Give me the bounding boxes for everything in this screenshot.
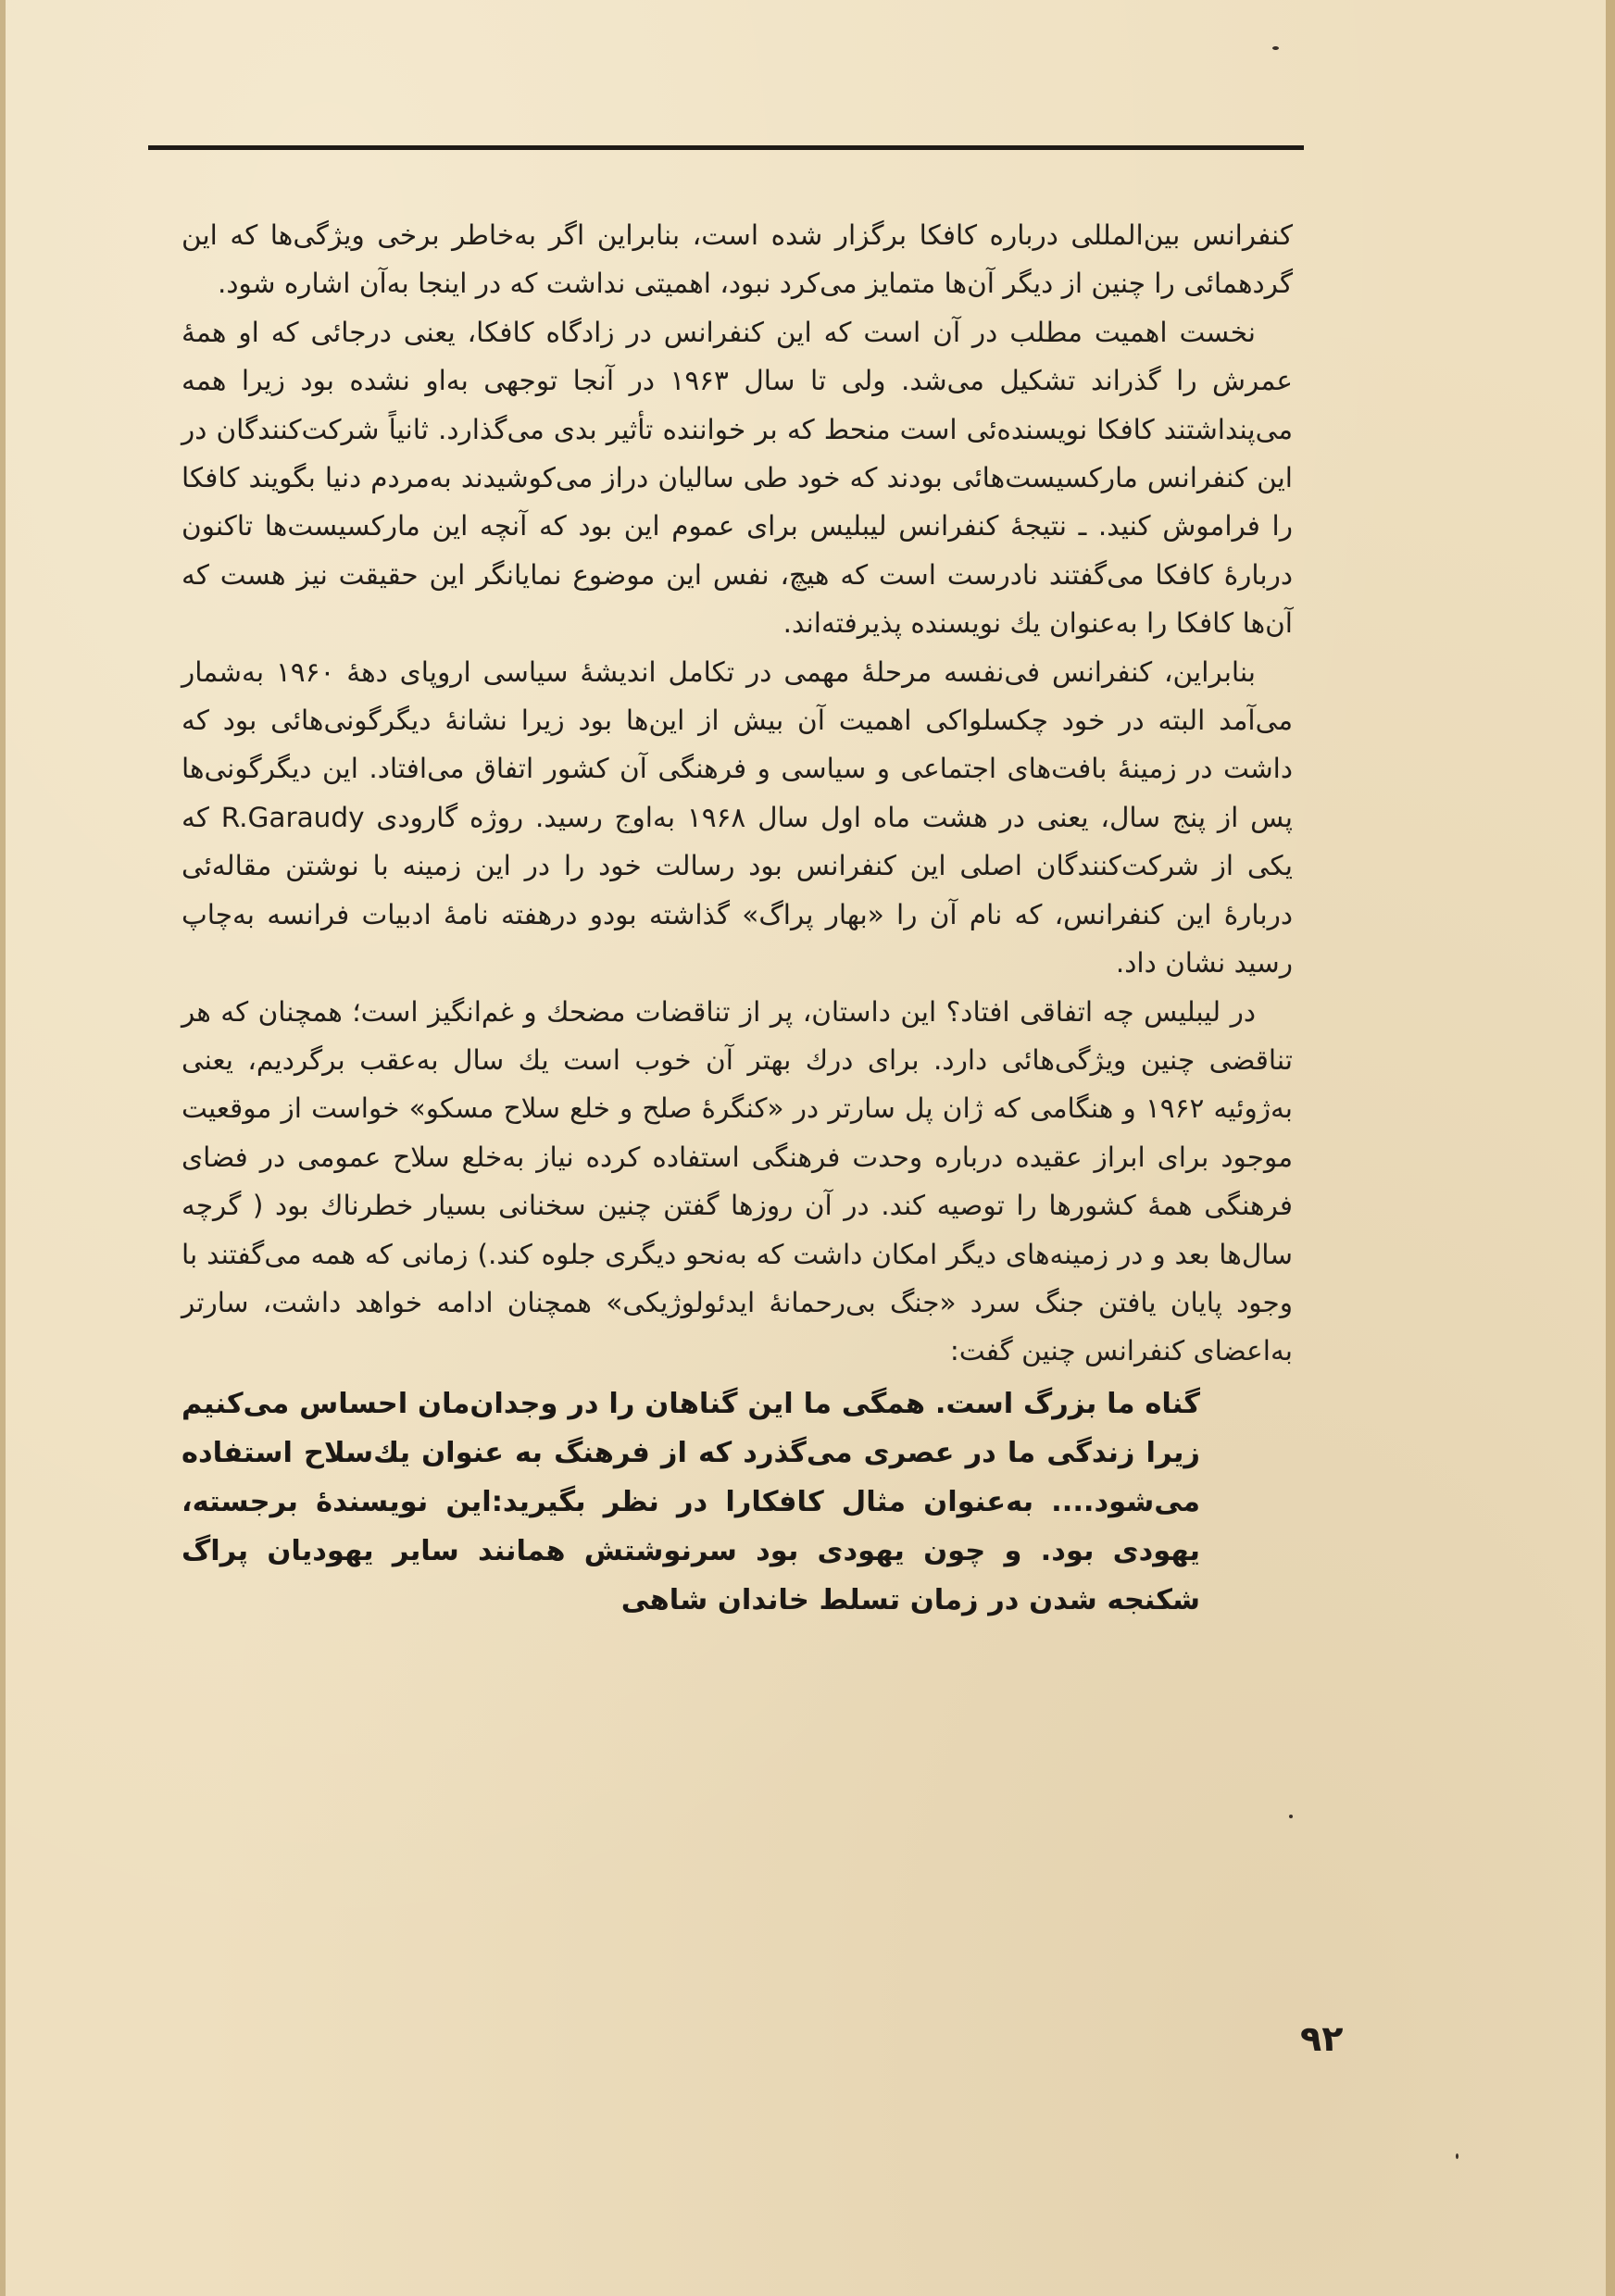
paragraph-4: در لیبلیس چه اتفاقی افتاد؟ این داستان، پر از تناقضات مضحك و غم‌انگیز است؛ همچنان که هر تناقضی چنین ویژگی‌هائی دارد. برای درك بهتر آن خوب است یك سال به‌عقب برگردیم، یعنی به‌ژوئیه ۱۹۶۲ و هنگامی که ژان پل سارتر در «کنگرهٔ صلح و خلع سلاح مسکو» خواست از موقعیت موجود برای ابراز عقیده درباره وحدت فرهنگی استفاده کرده نیاز به‌خلع سلاح عمومی در فضای فرهنگی همهٔ کشورها را توصیه کند. در آن روزها گفتن چنین سخنانی بسیار خطرناك بود ( گرچه سال‌ها بعد و در زمینه‌های دیگر امکان داشت که به‌نحو دیگری جلوه کند.) زمانی که همه می‌گفتند با وجود پایان یافتن جنگ سرد «جنگ بی‌رحمانهٔ ایدئولوژیکی» همچنان ادامه خواهد داشت، سارتر به‌اعضای کنفرانس چنین گفت:	[182, 995, 1293, 1367]
paper-speck	[1289, 1815, 1293, 1818]
page-number: ۹۲	[1300, 2018, 1344, 2059]
paragraph-2: نخست اهمیت مطلب در آن است که این کنفرانس در زادگاه کافکا، یعنی درجائی که او همهٔ عمرش را گذراند تشکیل می‌شد. ولی تا سال ۱۹۶۳ در آنجا توجهی به‌او نشده بود زیرا همه می‌پنداشتند کافکا نویسنده‌ئی است منحط که بر خواننده تأثیر بدی می‌گذارد. ثانیاً شرکت‌کنندگان در این کنفرانس مارکسیست‌هائی بودند که خود طی سالیان دراز می‌کوشیدند به‌مردم دنیا بگویند کافکا را فراموش کنید. ـ نتیجهٔ کنفرانس لیبلیس برای عموم این بود که آنچه این مارکسیست‌ها تاکنون دربارهٔ کافکا می‌گفتند نادرست است که هیچ، نفس این موضوع نمایانگر این حقیقت نیز هست که آن‌ها کافکا را به‌عنوان یك نویسنده پذیرفته‌اند.	[182, 316, 1293, 640]
paper-speck	[1272, 46, 1279, 50]
paper-speck	[1456, 2153, 1459, 2159]
paragraph-1: کنفرانس بین‌المللی درباره کافکا برگزار شده است، بنابراین اگر به‌خاطر برخی ویژگی‌ها که این گردهمائی را چنین از دیگر آن‌ها متمایز می‌کرد نبود، اهمیتی نداشت که در اینجا به‌آن اشاره شود.	[182, 219, 1293, 300]
sartre-quote: گناه ما بزرگ است. همگی ما این گناهان را در وجدان‌مان احساس می‌کنیم زیرا زندگی ما در عصری می‌گذرد که از فرهنگ به عنوان یك‌سلاح استفاده می‌شود.... به‌عنوان مثال کافکارا در نظر بگیرید:این نویسندهٔ برجسته، یهودی بود. و چون یهودی بود سرنوشتش همانند سایر یهودیان پراگ شکنجه شدن در زمان تسلط خاندان شاهی	[182, 1387, 1200, 1616]
paragraph-3: بنابراین، کنفرانس فی‌نفسه مرحلهٔ مهمی در تکامل اندیشهٔ سیاسی اروپای دههٔ ۱۹۶۰ به‌شمار می‌آمد البته در خود چکسلواکی اهمیت آن بیش از این‌ها بود زیرا نشانهٔ دیگرگونی‌هائی بود که داشت در زمینهٔ بافت‌های اجتماعی و سیاسی و فرهنگی آن کشور اتفاق می‌افتاد. این دیگرگونی‌ها پس از پنج سال، یعنی در هشت ماه اول سال ۱۹۶۸ به‌اوج رسید. روژه گارودی R.Garaudy که یکی از شرکت‌کنندگان اصلی این کنفرانس بود رسالت خود را در این زمینه با نوشتن مقاله‌ئی دربارهٔ این کنفرانس، که نام آن را «بهار پراگ» گذاشته بودو درهفته نامهٔ ادبیات فرانسه به‌چاپ رسید نشان داد.	[182, 655, 1293, 980]
header-rule	[148, 145, 1304, 150]
body-text	[182, 211, 1293, 1625]
